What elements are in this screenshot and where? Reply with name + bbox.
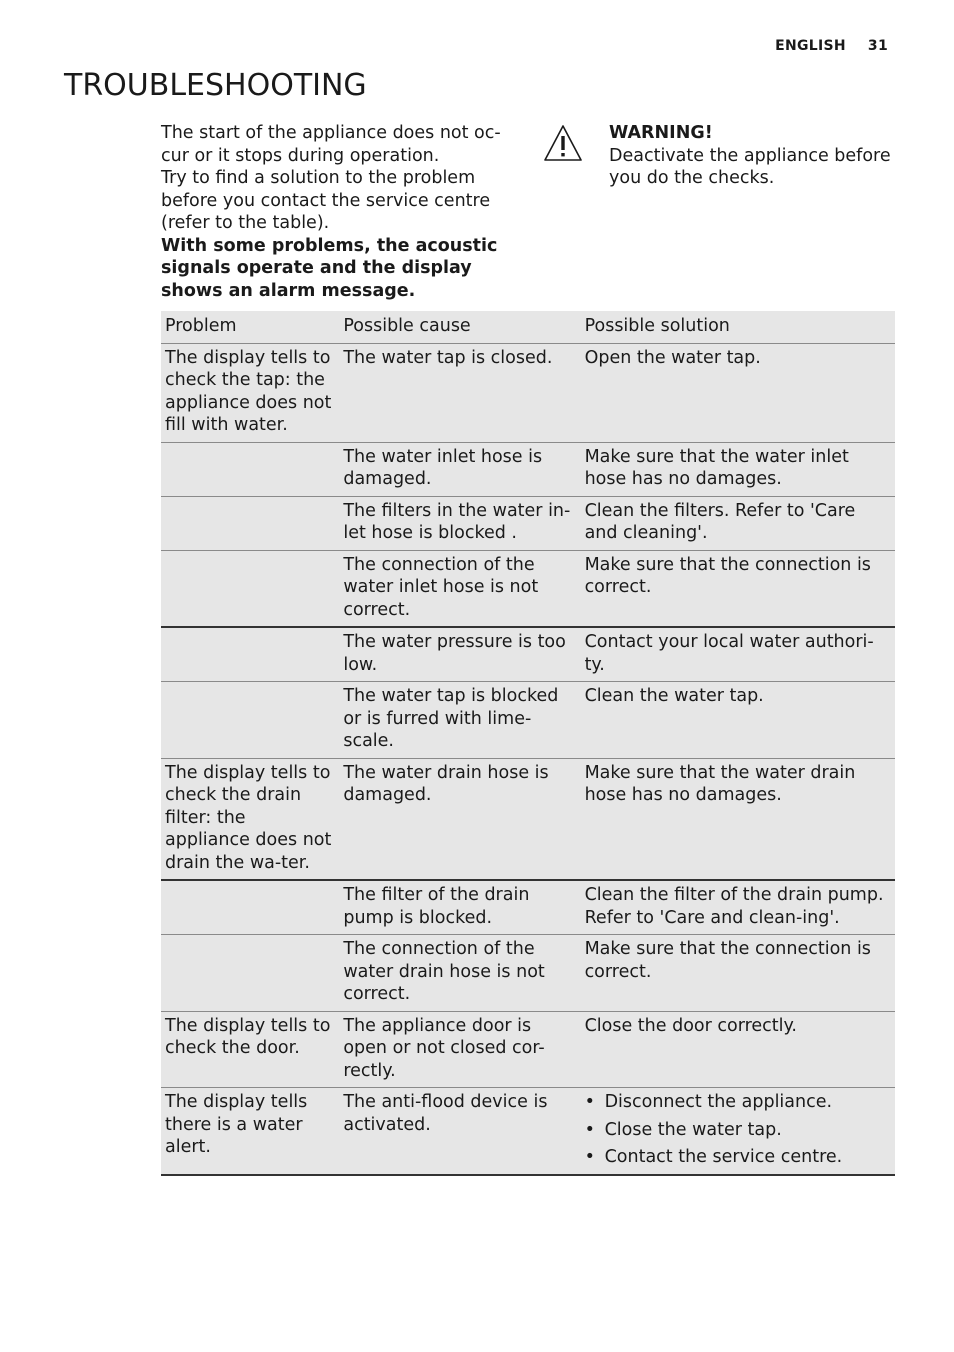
problem-cell: The display tells there is a water alert.	[161, 1088, 339, 1175]
table-row	[161, 1011, 895, 1088]
table-header-row	[161, 311, 895, 343]
problem-cell	[161, 880, 339, 935]
page-header	[775, 38, 888, 54]
intro-paragraph-2: Try to find a solution to the problem before you contact the service centre (refer to the table).	[161, 168, 491, 233]
solution-cell: Make sure that the water drain hose has no damages.	[581, 758, 895, 880]
cause-cell: The water drain hose is damaged.	[339, 758, 580, 880]
warning-title: WARNING!	[609, 123, 713, 143]
solution-cell: Close the door correctly.	[581, 1011, 895, 1088]
problem-cell: The display tells to check the drain filter: the appliance does not drain the wa-ter.	[161, 758, 339, 880]
solution-cell: Make sure that the water inlet hose has no damages.	[581, 442, 895, 496]
table-row	[161, 496, 895, 550]
intro-text	[161, 122, 521, 302]
solution-cell: Contact your local water authori-ty.	[581, 627, 895, 682]
cause-cell: The anti-flood device is activated.	[339, 1088, 580, 1175]
problem-cell: The display tells to check the door.	[161, 1011, 339, 1088]
cause-cell: The appliance door is open or not closed cor-rectly.	[339, 1011, 580, 1088]
list-item: • Contact the service centre.	[585, 1146, 891, 1169]
language-label: ENGLISH	[775, 38, 846, 54]
cause-cell: The connection of the water inlet hose is not correct.	[339, 550, 580, 627]
solution-cell: Make sure that the connection is correct.	[581, 935, 895, 1012]
table-row	[161, 343, 895, 442]
table-row	[161, 880, 895, 935]
warning-text: Deactivate the appliance before you do the checks.	[609, 145, 891, 188]
troubleshooting-table	[161, 311, 895, 1176]
list-item: • Close the water tap.	[585, 1119, 891, 1142]
cause-cell: The water tap is closed.	[339, 343, 580, 442]
column-header-problem: Problem	[161, 311, 339, 343]
table-row	[161, 758, 895, 880]
problem-cell	[161, 496, 339, 550]
intro-bold-note: With some problems, the acoustic signals operate and the display shows an alarm message.	[161, 235, 498, 301]
cause-cell: The water inlet hose is damaged.	[339, 442, 580, 496]
problem-cell	[161, 442, 339, 496]
table-row	[161, 442, 895, 496]
cause-cell: The connection of the water drain hose is not correct.	[339, 935, 580, 1012]
column-header-cause: Possible cause	[339, 311, 580, 343]
table-row	[161, 550, 895, 627]
problem-cell	[161, 682, 339, 759]
cause-cell: The filters in the water in-let hose is blocked .	[339, 496, 580, 550]
table-row	[161, 627, 895, 682]
problem-cell	[161, 627, 339, 682]
cause-cell: The filter of the drain pump is blocked.	[339, 880, 580, 935]
solution-cell: Clean the water tap.	[581, 682, 895, 759]
solution-cell: Clean the filters. Refer to 'Care and cleaning'.	[581, 496, 895, 550]
warning-triangle-icon	[543, 124, 583, 162]
cause-cell: The water tap is blocked or is furred with lime-scale.	[339, 682, 580, 759]
problem-cell	[161, 935, 339, 1012]
solution-bullet-list	[585, 1091, 891, 1169]
cause-cell: The water pressure is too low.	[339, 627, 580, 682]
page-number: 31	[867, 38, 888, 54]
table-row	[161, 682, 895, 759]
table-row	[161, 1088, 895, 1175]
column-header-solution: Possible solution	[581, 311, 895, 343]
solution-cell: Open the water tap.	[581, 343, 895, 442]
list-item: • Disconnect the appliance.	[585, 1091, 891, 1114]
intro-paragraph-1: The start of the appliance does not oc-cur or it stops during operation.	[161, 123, 501, 166]
problem-cell	[161, 550, 339, 627]
problem-cell: The display tells to check the tap: the appliance does not fill with water.	[161, 343, 339, 442]
solution-cell	[581, 1088, 895, 1175]
warning-box	[609, 122, 899, 190]
table-row	[161, 935, 895, 1012]
page-title: TROUBLESHOOTING	[64, 68, 367, 103]
solution-cell: Clean the filter of the drain pump. Refer to 'Care and clean-ing'.	[581, 880, 895, 935]
solution-cell: Make sure that the connection is correct.	[581, 550, 895, 627]
